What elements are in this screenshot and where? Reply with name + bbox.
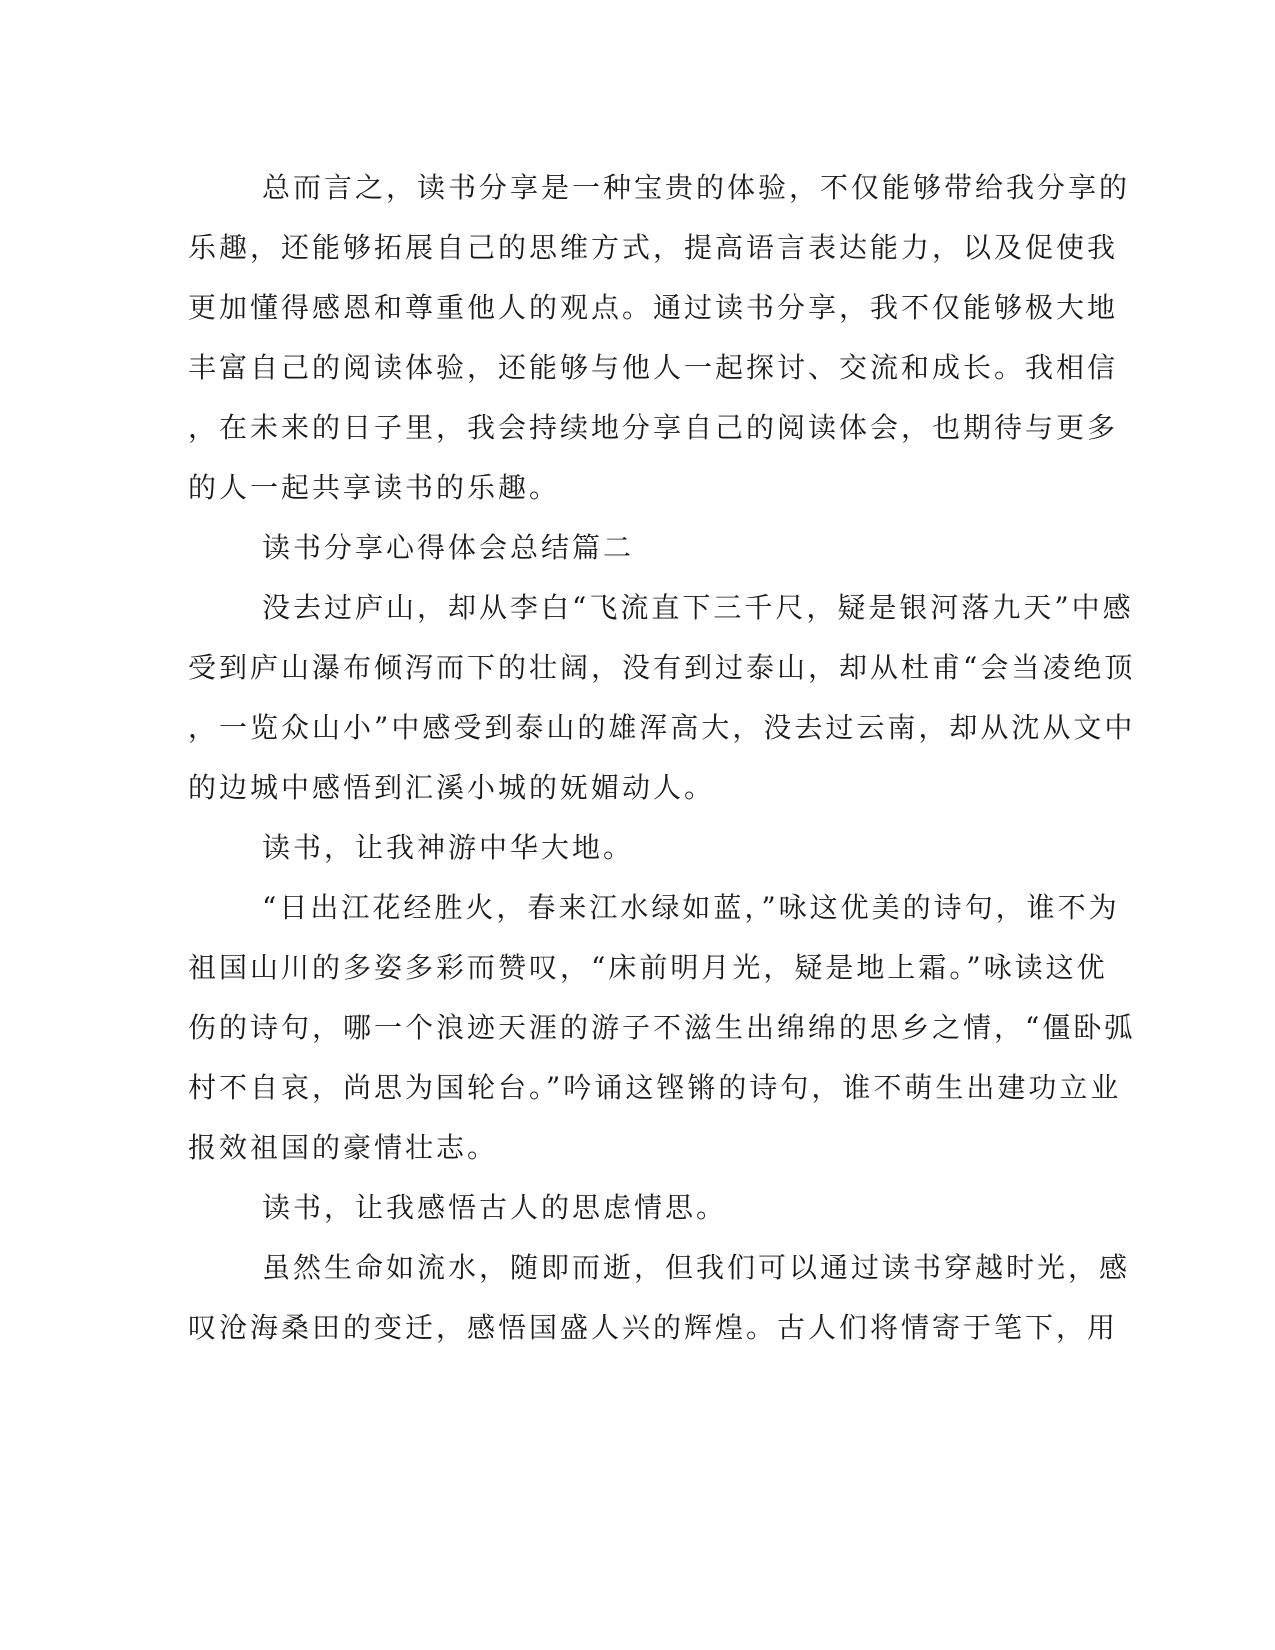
paragraph-line: “日出江花经胜火，春来江水绿如蓝，”咏这优美的诗句，谁不为 bbox=[262, 891, 1120, 924]
paragraph-line: 伤的诗句，哪一个浪迹天涯的游子不滋生出绵绵的思乡之情，“僵卧弧 bbox=[188, 1011, 1136, 1044]
paragraph-line: 的边城中感悟到汇溪小城的妩媚动人。 bbox=[188, 771, 716, 804]
paragraph-line: 村不自哀，尚思为国轮台。”吟诵这铿锵的诗句，谁不萌生出建功立业 bbox=[188, 1071, 1122, 1104]
paragraph-line: 没去过庐山，却从李白“飞流直下三千尺，疑是银河落九天”中感 bbox=[262, 591, 1134, 624]
paragraph-line: 总而言之，读书分享是一种宝贵的体验，不仅能够带给我分享的 bbox=[262, 171, 1131, 204]
paragraph-line: 乐趣，还能够拓展自己的思维方式，提高语言表达能力，以及促使我 bbox=[188, 231, 1119, 264]
body-text bbox=[188, 158, 1136, 1358]
paragraph-line: 读书，让我神游中华大地。 bbox=[262, 831, 635, 864]
paragraph-line: 读书，让我感悟古人的思虑情思。 bbox=[262, 1191, 728, 1224]
paragraph-line: 受到庐山瀑布倾泻而下的壮阔，没有到过泰山，却从杜甫“会当凌绝顶 bbox=[188, 651, 1136, 684]
paragraph-line: 更加懂得感恩和尊重他人的观点。通过读书分享，我不仅能够极大地 bbox=[188, 291, 1119, 324]
paragraph-line: 祖国山川的多姿多彩而赞叹，“床前明月光，疑是地上霜。”咏读这优 bbox=[188, 951, 1108, 984]
paragraph-line: 丰富自己的阅读体验，还能够与他人一起探讨、交流和成长。我相信 bbox=[188, 351, 1119, 384]
section-heading: 读书分享心得体会总结篇二 bbox=[262, 531, 635, 564]
paragraph-line: 报效祖国的豪情壮志。 bbox=[188, 1131, 499, 1164]
paragraph-line: 叹沧海桑田的变迁，感悟国盛人兴的辉煌。古人们将情寄于笔下，用 bbox=[188, 1311, 1119, 1344]
paragraph-line: 虽然生命如流水，随即而逝，但我们可以通过读书穿越时光，感 bbox=[262, 1251, 1131, 1284]
paragraph-line: 的人一起共享读书的乐趣。 bbox=[188, 471, 561, 504]
paragraph-line: ，一览众山小”中感受到泰山的雄浑高大，没去过云南，却从沈从文中 bbox=[188, 711, 1136, 744]
paragraph-line: ，在未来的日子里，我会持续地分享自己的阅读体会，也期待与更多 bbox=[188, 411, 1119, 444]
